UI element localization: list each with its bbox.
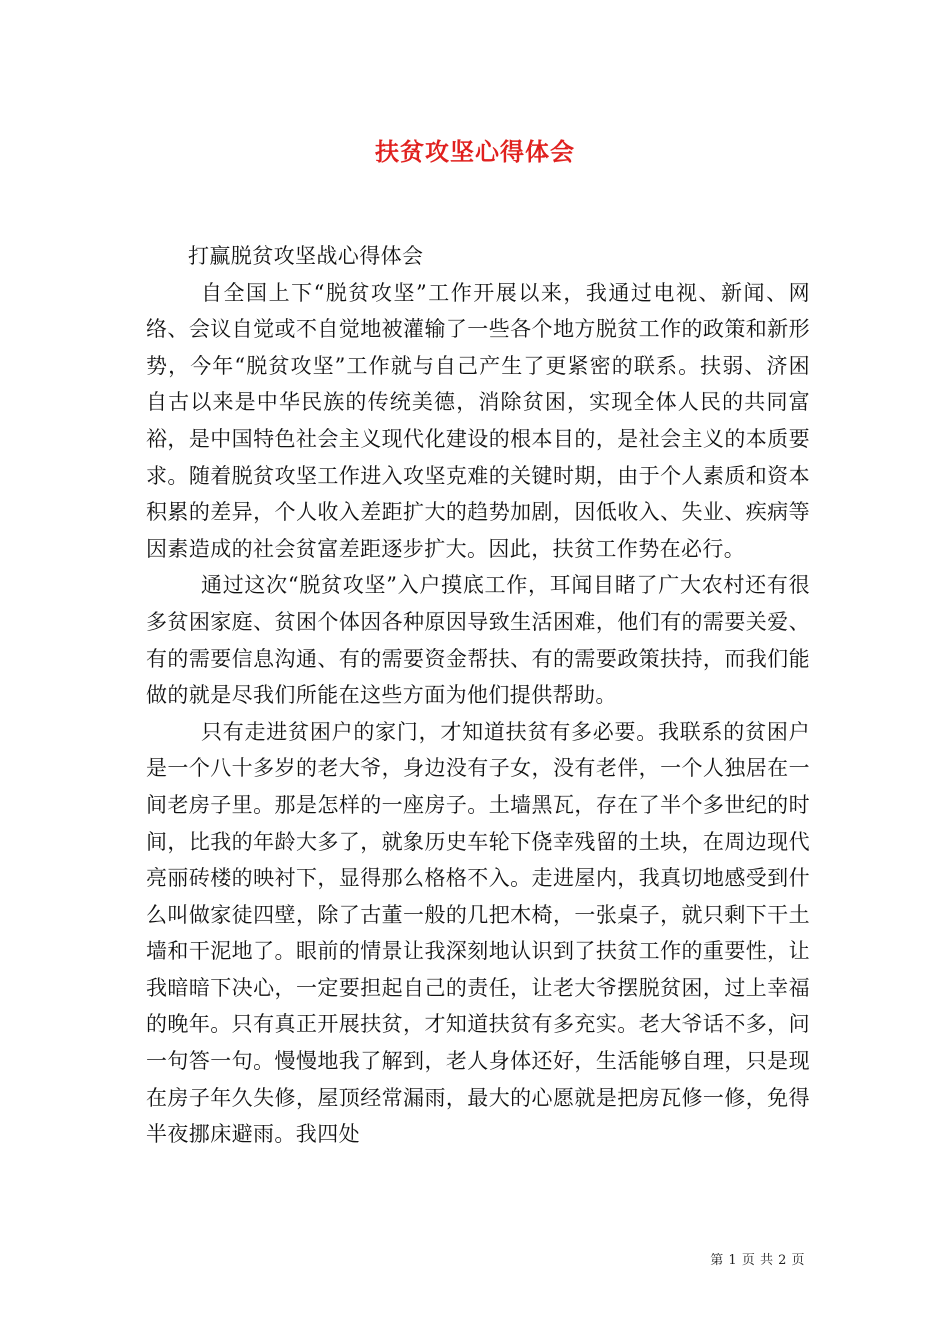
document-subtitle: 打赢脱贫攻坚战心得体会: [188, 244, 424, 268]
document-title: 扶贫攻坚心得体会: [375, 137, 575, 166]
paragraph-2: 通过这次“脱贫攻坚”入户摸底工作，耳闻目睹了广大农村还有很多贫困家庭、贫困个体因各种原因导致生活困难，他们有的需要关爱、有的需要信息沟通、有的需要资金帮扶、有的需要政策扶持，而我们能做的就是尽我们所能在这些方面为他们提供帮助。: [146, 573, 810, 708]
document-body: [146, 238, 810, 1153]
paragraph-3: 只有走进贫困户的家门，才知道扶贫有多必要。我联系的贫困户是一个八十多岁的老大爷，身边没有子女，没有老伴，一个人独居在一间老房子里。那是怎样的一座房子。土墙黑瓦，存在了半个多世纪的时间，比我的年龄大多了，就象历史车轮下侥幸残留的土块，在周边现代亮丽砖楼的映衬下，显得那么格格不入。走进屋内，我真切地感受到什么叫做家徒四壁，除了古董一般的几把木椅，一张桌子，就只剩下干土墙和干泥地了。眼前的情景让我深刻地认识到了扶贫工作的重要性，让我暗暗下决心，一定要担起自己的责任，让老大爷摆脱贫困，过上幸福的晚年。只有真正开展扶贫，才知道扶贫有多充实。老大爷话不多，问一句答一句。慢慢地我了解到，老人身体还好，生活能够自理，只是现在房子年久失修，屋顶经常漏雨，最大的心愿就是把房瓦修一修，免得半夜挪床避雨。我四处: [146, 719, 810, 1147]
page-number-footer: 第 1 页 共 2 页: [710, 1253, 805, 1268]
paragraph-1: 自全国上下“脱贫攻坚”工作开展以来，我通过电视、新闻、网络、会议自觉或不自觉地被灌输了一些各个地方脱贫工作的政策和新形势，今年“脱贫攻坚”工作就与自己产生了更紧密的联系。扶弱、济困自古以来是中华民族的传统美德，消除贫困，实现全体人民的共同富裕，是中国特色社会主义现代化建设的根本目的，是社会主义的本质要求。随着脱贫攻坚工作进入攻坚克难的关键时期，由于个人素质和资本积累的差异，个人收入差距扩大的趋势加剧，因低收入、失业、疾病等因素造成的社会贫富差距逐步扩大。因此，扶贫工作势在必行。: [146, 280, 810, 561]
